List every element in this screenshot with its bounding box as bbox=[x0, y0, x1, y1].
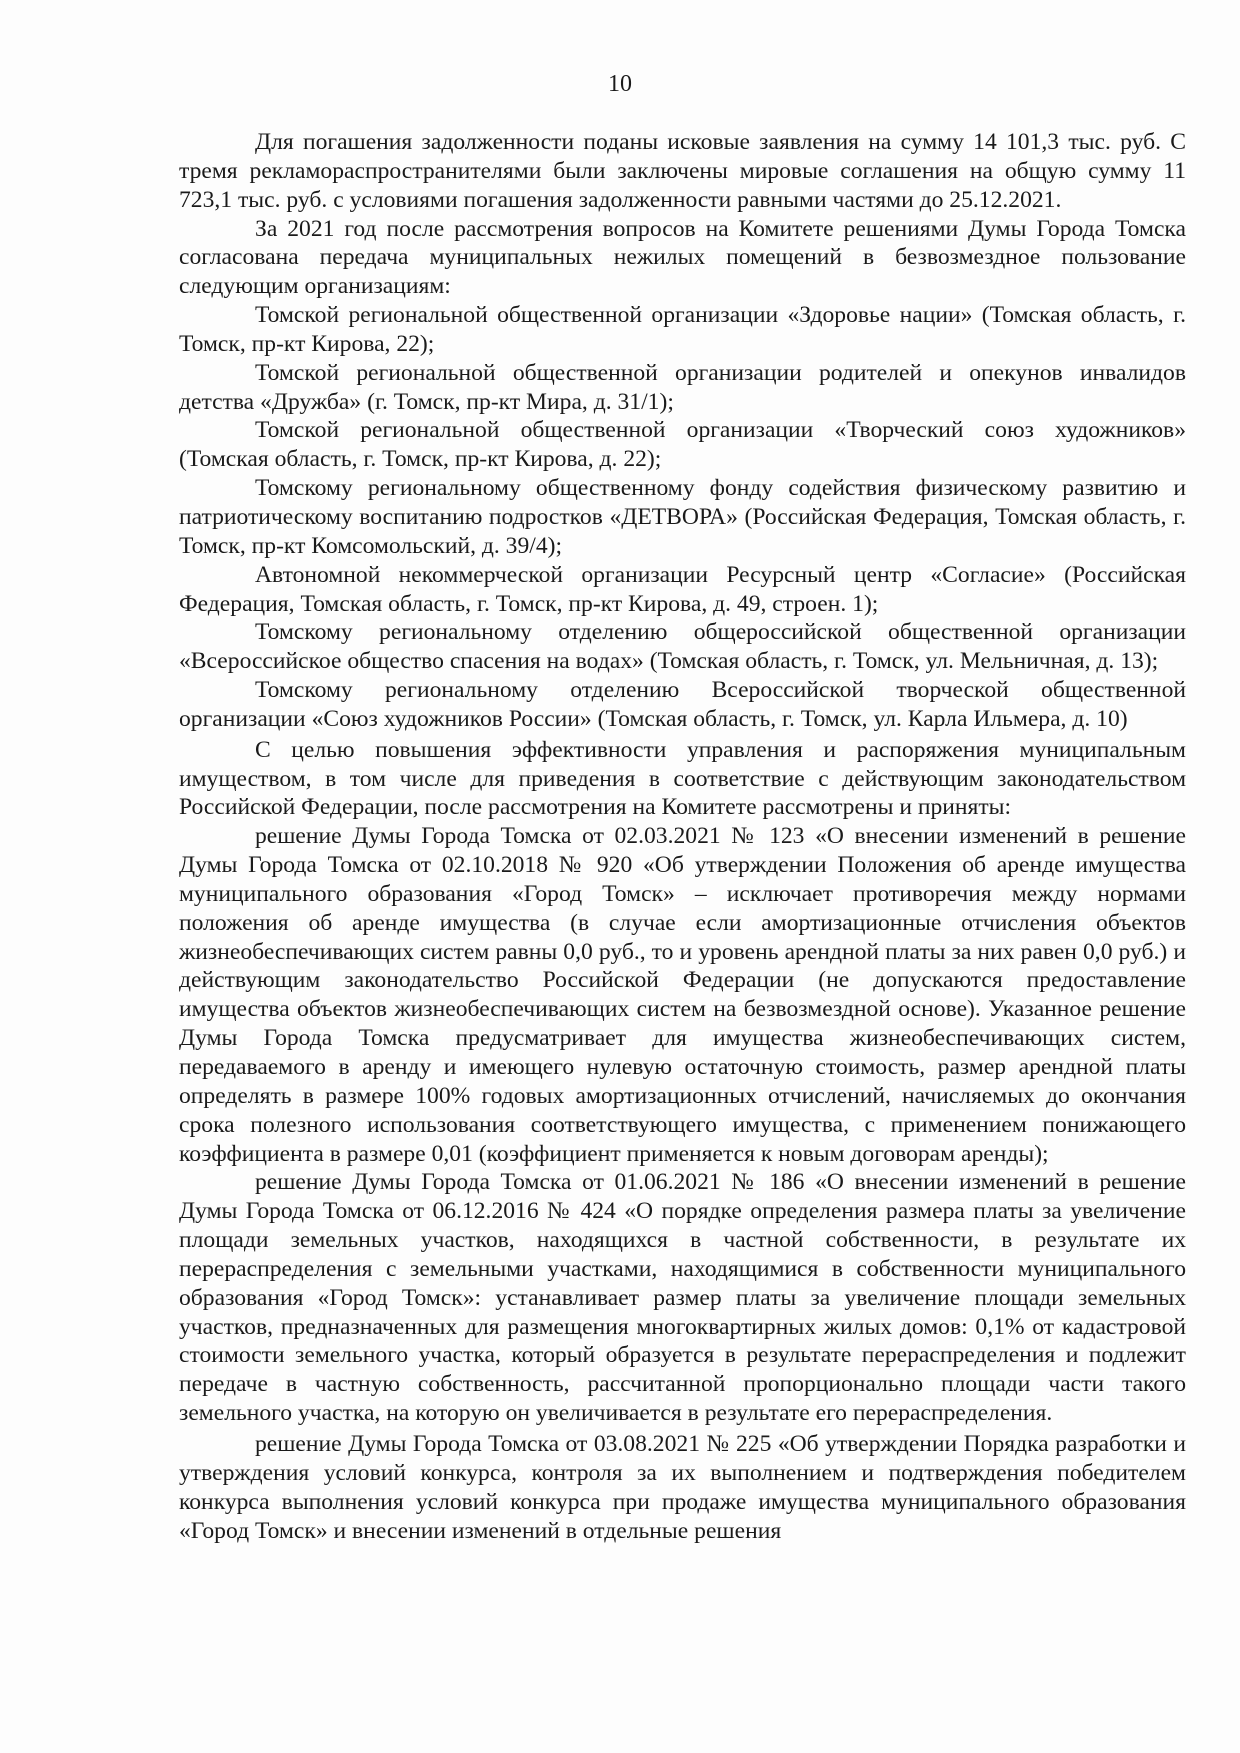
paragraph-org-osvod: Томскому региональному отделению общероссийской общественной организации «Всероссийское общество спасения на водах» (Томская область, г. Томск, ул. Мельничная, д. 13); bbox=[179, 619, 1186, 675]
paragraph-free-use-intro: За 2021 год после рассмотрения вопросов на Комитете решениями Думы Города Томска согласована передача муниципальных нежилых помещений в безвозмездное пользование следующим организациям: bbox=[179, 215, 1186, 300]
paragraph-org-soyuz-khudozhnikov-rossii: Томскому региональному отделению Всероссийской творческой общественной организации «Союз художников России» (Томская область, г. Томск, ул. Карла Ильмера, д. 10) bbox=[179, 677, 1186, 732]
paragraph-org-soglasie: Автономной некоммерческой организации Ресурсный центр «Согласие» (Российская Федерация, Томская область, г. Томск, пр-кт Кирова, д. 49, строен. 1); bbox=[179, 561, 1186, 617]
page-number: 10 bbox=[608, 71, 632, 97]
paragraph-decision-225: решение Думы Города Томска от 03.08.2021 № 225 «Об утверждении Порядка разработки и утверждения условий конкурса, контроля за их выполнением и подтверждения победителем конкурса выполнения условий конкурса при продаже имущества муниципального образования «Город Томск» и внесении изменений в отдельные решения bbox=[179, 1430, 1186, 1544]
paragraph-efficiency-intro: С целью повышения эффективности управления и распоряжения муниципальным имуществом, в том числе для приведения в соответствие с действующим законодательством Российской Федерации, после рассмотрения на Комитете рассмотрены и приняты: bbox=[179, 736, 1186, 821]
document-body bbox=[179, 128, 1186, 1545]
paragraph-org-zdorovye-natsii: Томской региональной общественной организации «Здоровье нации» (Томская область, г. Томск, пр-кт Кирова, 22); bbox=[179, 302, 1186, 357]
paragraph-org-detvora: Томскому региональному общественному фонду содействия физическому развитию и патриотическому воспитанию подростков «ДЕТВОРА» (Российская Федерация, Томская область, г. Томск, пр-кт Комсомольский, д. 39/4); bbox=[179, 475, 1186, 559]
paragraph-decision-186: решение Думы Города Томска от 01.06.2021 № 186 «О внесении изменений в решение Думы Города Томска от 06.12.2016 № 424 «О порядке определения размера платы за увеличение площади земельных участков, находящихся в частной собственности, в результате их перераспределения с земельными участками, находящимися в собственности муниципального образования «Город Томск»: устанавливает размер платы за увеличение площади земельных участков, предназначенных для размещения многоквартирных жилых домов: 0,1% от кадастровой стоимости земельного участка, который образуется в результате перераспределения и подлежит передаче в частную собственность, рассчитанной пропорционально площади части такого земельного участка, на которую он увеличивается в результате его перераспределения. bbox=[179, 1169, 1186, 1427]
paragraph-lawsuits: Для погашения задолженности поданы исковые заявления на сумму 14 101,3 тыс. руб. С тремя рекламораспространителями были заключены мировые соглашения на общую сумму 11 723,1 тыс. руб. с условиями погашения задолженности равными частями до 25.12.2021. bbox=[179, 129, 1186, 213]
paragraph-decision-123: решение Думы Города Томска от 02.03.2021 № 123 «О внесении изменений в решение Думы Города Томска от 02.10.2018 № 920 «Об утверждении Положения об аренде имущества муниципального образования «Город Томск» – исключает противоречия между нормами положения об аренде имущества (в случае если амортизационные отчисления объектов жизнеобеспечивающих систем равны 0,0 руб., то и уровень арендной платы за них равен 0,0 руб.) и действующим законодательство Российской Федерации (не допускаются предоставление имущества объектов жизнеобеспечивающих систем на безвозмездной основе). Указанное решение Думы Города Томска предусматривает для имущества жизнеобеспечивающих систем, передаваемого в аренду и имеющего нулевую остаточную стоимость, размер арендной платы определять в размере 100% годовых амортизационных отчислений, начисляемых до окончания срока полезного использования соответствующего имущества, с применением понижающего коэффициента в размере 0,01 (коэффициент применяется к новым договорам аренды); bbox=[179, 823, 1186, 1167]
paragraph-org-druzhba: Томской региональной общественной организации родителей и опекунов инвалидов детства «Дружба» (г. Томск, пр-кт Мира, д. 31/1); bbox=[179, 359, 1186, 415]
paragraph-org-tvorcheskiy-soyuz: Томской региональной общественной организации «Творческий союз художников» (Томская область, г. Томск, пр-кт Кирова, д. 22); bbox=[179, 417, 1186, 473]
